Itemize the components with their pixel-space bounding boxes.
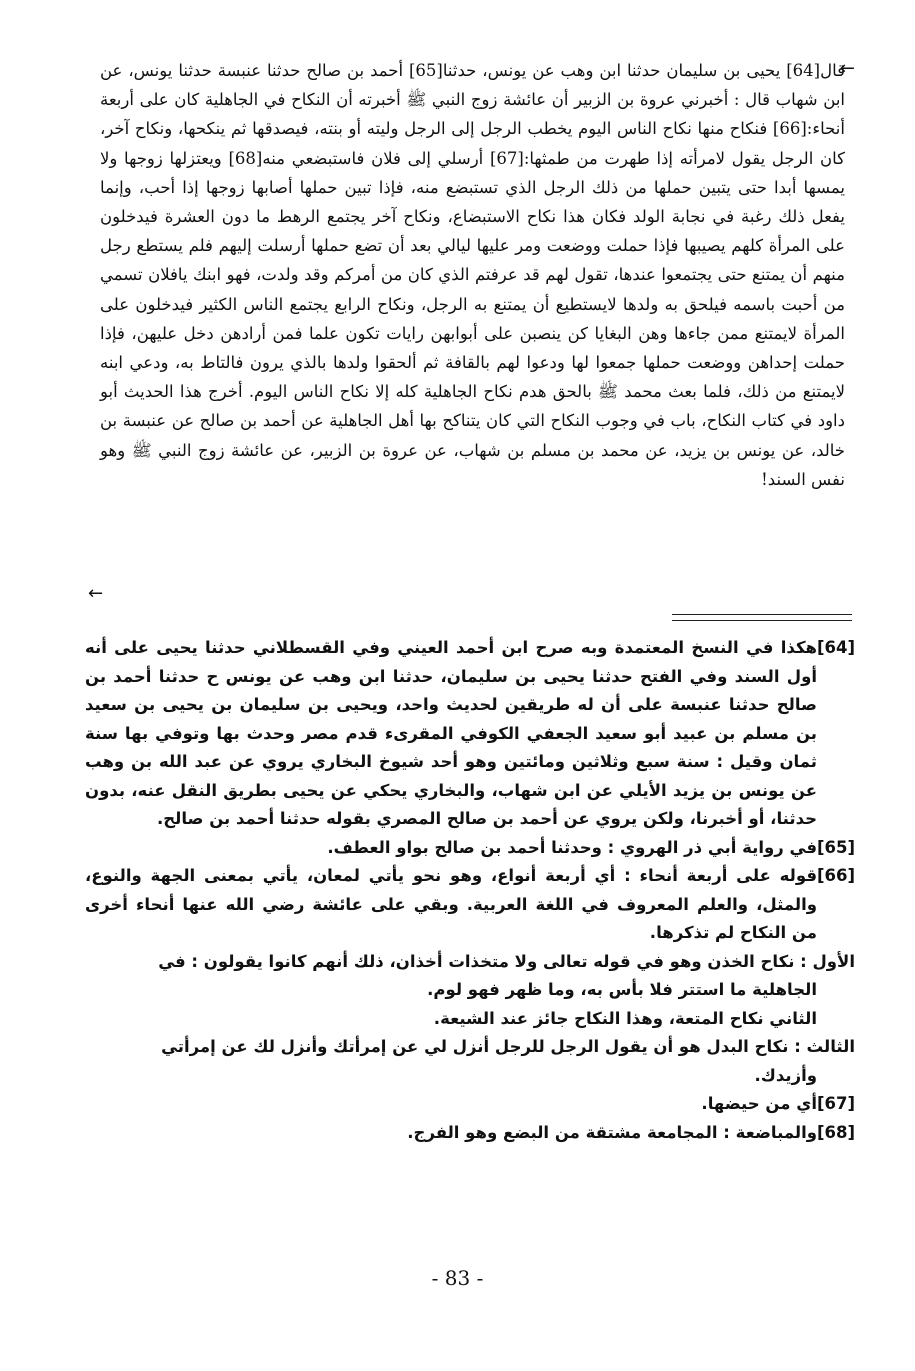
footnote-65 xyxy=(85,834,855,863)
footnote-text: قوله على أربعة أنحاء : أي أربعة أنواع، وهو نحو يأتي لمعان، يأتي بمعنى الجهة والنوع، والمثل، والعلم المعروف في اللغة العربية. وبقي على عائشة رضي الله عنها أنحاء أخرى من النكاح لم تذكرها. xyxy=(85,866,817,942)
footnote-number: [65] xyxy=(816,837,855,857)
footnote-number: [67] xyxy=(816,1094,855,1113)
footnote-number: [64] xyxy=(816,638,855,657)
page-number: - 83 - xyxy=(431,1266,484,1290)
footnote-subitem-first xyxy=(85,948,855,1005)
footnote-text: هكذا في النسخ المعتمدة وبه صرح ابن أحمد العيني وفي القسطلاني حدثنا يحيى على أنه أول السند وفي الفتح حدثنا يحيى بن سليمان، حدثنا ابن وهب عن يونس ح حدثنا أحمد بن صالح حدثنا عنبسة على أن له طريقين لحديث واحد، ويحيى بن سليمان بن يحيى بن سعيد بن مسلم بن عبيد أبو سعيد الجعفي الكوفي المقرىء قدم مصر وحدث بها وتوفي بها سنة ثمان وقيل : سنة سبع وثلاثين ومائتين وهو أحد شيوخ البخاري يروي عن عبد الله بن وهب عن يونس بن يزيد الأيلي عن ابن شهاب، والبخاري يحكي عن يحيى بطريق النقل عنه، بدون حدثنا، أو أخبرنا، ولكن يروي عن أحمد بن صالح المصري بقوله حدثنا أحمد بن صالح. xyxy=(85,638,817,828)
arrow-left-icon: ← xyxy=(839,58,855,79)
footnote-separator xyxy=(672,614,852,615)
arrow-left-icon: ← xyxy=(88,583,104,604)
footnote-subitem-third xyxy=(85,1033,855,1090)
footnote-66 xyxy=(85,862,855,1090)
footnote-subitem-second: الثاني نكاح المتعة، وهذا النكاح جائز عند الشيعة. xyxy=(433,1008,817,1028)
footnote-number: [68] xyxy=(816,1122,855,1142)
footnote-line: الأول : نكاح الخذن وهو في قوله تعالى ولا متخذات أخذان، ذلك أنهم كانوا يقولون : في xyxy=(158,951,855,971)
hadith-paragraph: قال[64] يحيى بن سليمان حدثنا ابن وهب عن يونس، حدثنا[65] أحمد بن صالح حدثنا عنبسة حدثنا يونس، عن ابن شهاب قال : أخبرني عروة بن الزبير أن عائشة زوج النبي ﷺ أخبرته أن النكاح في الجاهلية كان على أربعة أنحاء:[66] فنكاح منها نكاح الناس اليوم يخطب الرجل إلى الرجل وليته أو بنته، فيصدقها ثم ينكحها، ونكاح آخر، كان الرجل يقول لامرأته إذا طهرت من طمثها:[67] أرسلي إلى فلان فاستبضعي منه[68] ويعتزلها زوجها ولا يمسها أبدا حتى يتبين حملها من ذلك الرجل الذي تستبضع منه، فإذا تبين حملها أصابها زوجها إذا أحب، وإنما يفعل ذلك رغبة في نجابة الولد فكان هذا نكاح الاستبضاع، ونكاح آخر يجتمع الرهط ما دون العشرة فيدخلون على المرأة كلهم يصيبها فإذا حملت ووضعت ومر عليها ليالي بعد أن تضع حملها أرسلت إليهم فلم يستطع رجل منهم أن يمتنع حتى يجتمعوا عندها، تقول لهم قد عرفتم الذي كان من أمركم وقد ولدت، فهو ابنك يافلان تسمي من أحبت باسمه فيلحق به ولدها لايستطيع أن يمتنع به الرجل، ونكاح الرابع يجتمع الناس الكثير فيدخلون على المرأة لايمتنع ممن جاءها وهن البغايا كن ينصبن على أبوابهن رايات تكون علما فمن أرادهن دخل عليهن، فإذا حملت إحداهن ووضعت حملها جمعوا لها ودعوا لهم بالقافة ثم ألحقوا ولدها بالذي يرون فالتاط به، ودعي ابنه لايمتنع من ذلك، فلما بعث محمد ﷺ بالحق هدم نكاح الجاهلية كله إلا نكاح الناس اليوم. أخرج هذا الحديث أبو داود في كتاب النكاح، باب في وجوب النكاح التي كان يتناكح بها أهل الجاهلية عن أحمد بن صالح عن عنبسة بن خالد، عن يونس بن يزيد، عن محمد بن مسلم بن شهاب، عن عروة بن الزبير، عن عائشة زوج النبي ﷺ وهو نفس السند! xyxy=(100,61,845,489)
footnote-line: الثالث : نكاح البدل هو أن يقول الرجل للرجل أنزل لي عن إمرأتك وأنزل لك عن إمرأتي xyxy=(161,1037,855,1056)
footnote-text: أي من حيضها. xyxy=(701,1094,817,1113)
footnote-64 xyxy=(85,634,855,834)
footnote-separator xyxy=(672,620,852,621)
footnote-line: الجاهلية ما استتر فلا بأس به، وما ظهر فهو لوم. xyxy=(427,980,817,999)
footnote-number: [66] xyxy=(816,866,855,885)
footnotes xyxy=(85,634,855,1147)
main-hadith-text xyxy=(100,56,845,494)
footnote-68 xyxy=(85,1119,855,1148)
footnote-line: وأزيدك. xyxy=(754,1065,817,1085)
footnote-text: والمباضعة : المجامعة مشتقة من البضع وهو الفرج. xyxy=(407,1122,817,1142)
footnote-text: في رواية أبي ذر الهروي : وحدثنا أحمد بن صالح بواو العطف. xyxy=(327,837,817,857)
footnote-67 xyxy=(85,1090,855,1119)
